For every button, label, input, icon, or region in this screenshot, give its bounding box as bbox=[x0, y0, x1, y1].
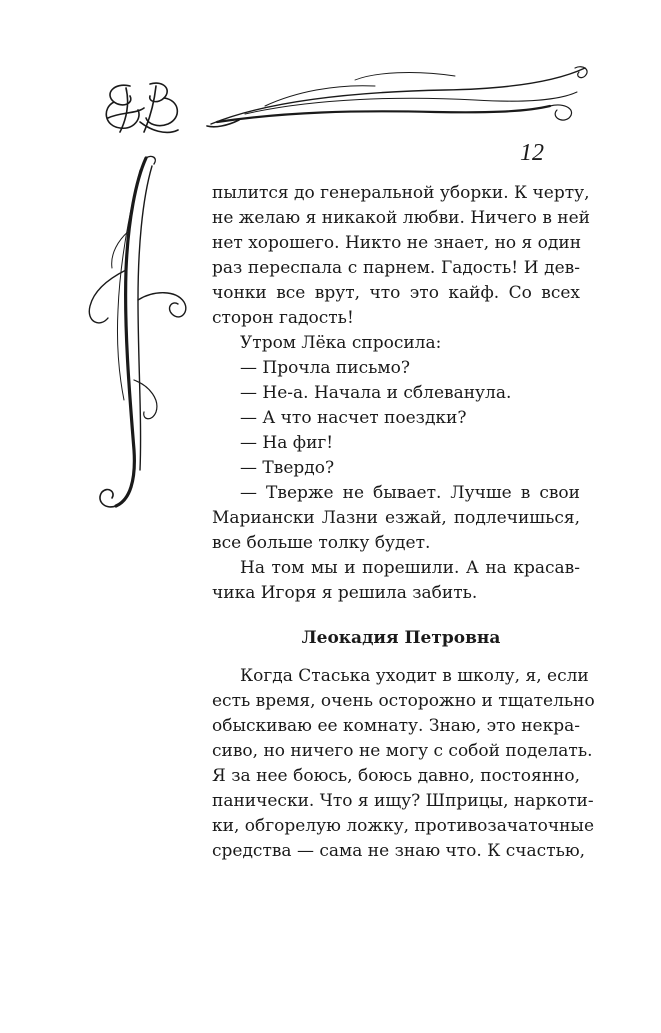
text-line: чика Игоря я решила забить. bbox=[212, 583, 478, 603]
text-line: сиво, но ничего не могу с собой поделать. bbox=[212, 741, 593, 761]
body-text bbox=[212, 181, 595, 864]
text-line: все больше толку будет. bbox=[212, 533, 431, 553]
side-flourish-ornament bbox=[80, 150, 200, 520]
section-heading: Леокадия Петровна bbox=[301, 628, 501, 648]
text-line: раз переспала с парнем. Гадость! И дев- bbox=[212, 258, 580, 278]
text-line: Когда Стаська уходит в школу, я, если bbox=[240, 666, 589, 686]
text-line: не желаю я никакой любви. Ничего в ней bbox=[212, 208, 591, 228]
page-number: 12 bbox=[520, 140, 544, 166]
text-line: ки, обгорелую ложку, противозачаточные bbox=[212, 816, 595, 836]
text-line: Утром Лёка спросила: bbox=[240, 333, 442, 353]
text-line: панически. Что я ищу? Шприцы, наркоти- bbox=[212, 791, 594, 811]
text-line: обыскиваю ее комнату. Знаю, это некра- bbox=[212, 716, 580, 736]
header-flourish-ornament bbox=[205, 62, 595, 134]
text-line: есть время, очень осторожно и тщательно bbox=[212, 691, 595, 711]
text-line: На том мы и порешили. А на красав- bbox=[240, 558, 580, 578]
text-line: Мариански Лазни езжай, подлечишься, bbox=[212, 508, 580, 528]
dialogue-line: — Тверже не бывает. Лучше в свои bbox=[240, 483, 580, 503]
text-line: пылится до генеральной уборки. К черту, bbox=[212, 183, 590, 203]
text-line: нет хорошего. Никто не знает, но я один bbox=[212, 233, 582, 253]
dialogue-line: — На фиг! bbox=[240, 433, 334, 453]
monogram-ornament bbox=[100, 78, 186, 140]
text-line: Я за нее боюсь, боюсь давно, постоянно, bbox=[212, 766, 580, 786]
dialogue-line: — Твердо? bbox=[240, 458, 335, 478]
text-line: средства — сама не знаю что. К счастью, bbox=[212, 841, 586, 861]
text-line: сторон гадость! bbox=[212, 308, 354, 328]
dialogue-line: — Прочла письмо? bbox=[240, 358, 410, 378]
text-line: чонки все врут, что это кайф. Со всех bbox=[212, 283, 580, 303]
dialogue-line: — Не-а. Начала и сблеванула. bbox=[240, 383, 512, 403]
dialogue-line: — А что насчет поездки? bbox=[240, 408, 467, 428]
